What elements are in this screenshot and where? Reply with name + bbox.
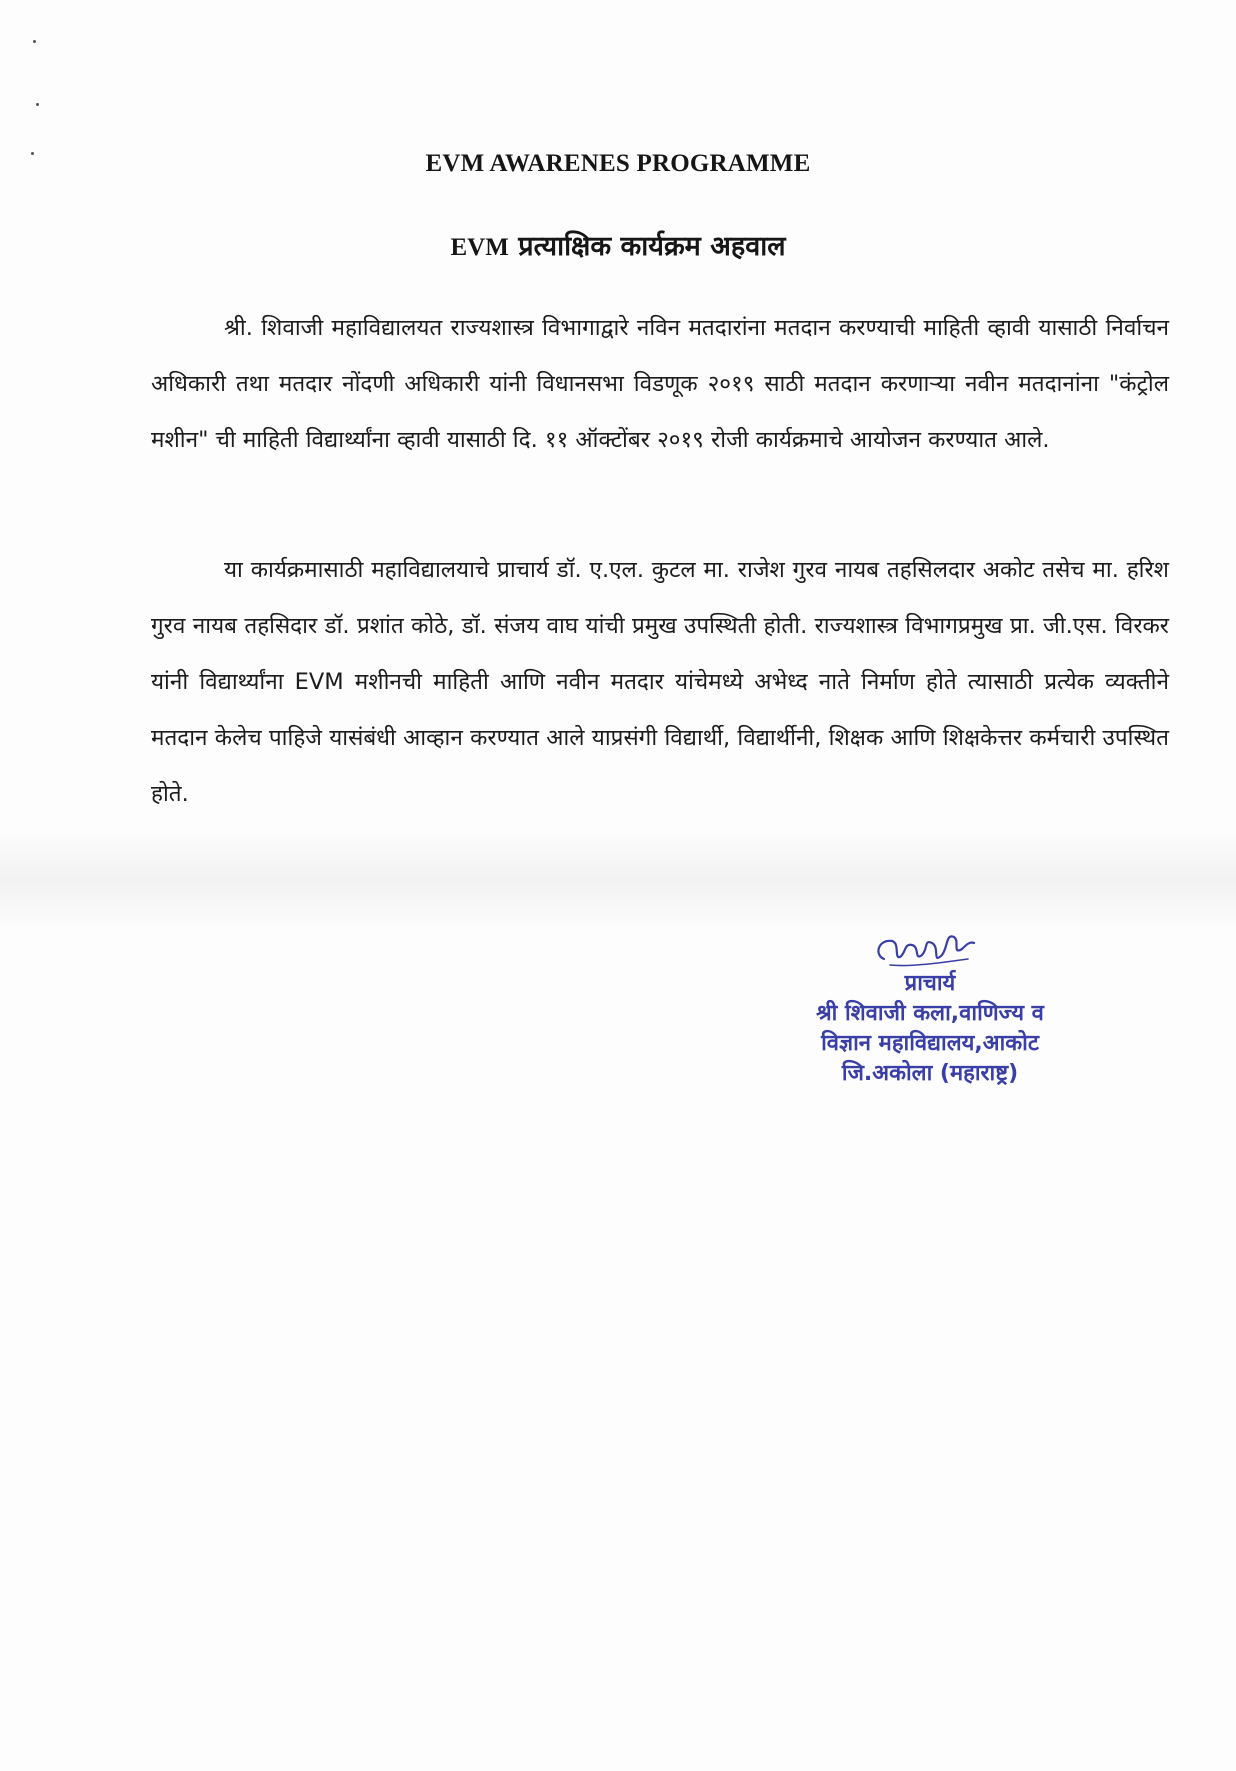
seal-line-1: श्री शिवाजी कला,वाणिज्य व <box>816 1001 1044 1026</box>
subheading-text: प्रत्याक्षिक कार्यक्रम अहवाल <box>518 231 786 262</box>
document-subheading <box>0 226 1236 263</box>
document-heading: EVM AWARENES PROGRAMME <box>425 150 811 177</box>
report-paragraph-1: श्री. शिवाजी महाविद्यालयत राज्यशास्त्र विभागाद्वारे नविन मतदारांना मतदान करण्याची माहिती व्हावी यासाठी निर्वाचन अधिकारी तथा मतदार नोंदणी अधिकारी यांनी विधानसभा विडणूक २०१९ साठी मतदान करणाऱ्या नवीन मतदानांना "कंट्रोल मशीन" ची माहिती विद्यार्थ्यांना व्हावी यासाठी दि. ११ ऑक्टोंबर २०१९ रोजी कार्यक्रमाचे आयोजन करण्यात आले. <box>151 315 1169 453</box>
scan-shadow <box>0 830 1236 930</box>
seal-title: प्राचार्य <box>904 971 956 996</box>
scan-speck <box>33 40 36 43</box>
seal-line-2: विज्ञान महाविद्यालय,आकोट <box>821 1031 1039 1056</box>
subheading-prefix: EVM <box>450 234 509 261</box>
report-paragraph-2: या कार्यक्रमासाठी महाविद्यालयाचे प्राचार्य डॉ. ए.एल. कुटल मा. राजेश गुरव नायब तहसिलदार अकोट तसेच मा. हरिश गुरव नायब तहसिदार डॉ. प्रशांत कोठे, डॉ. संजय वाघ यांची प्रमुख उपस्थिती होती. राज्यशास्त्र विभागप्रमुख प्रा. जी.एस. विरकर यांनी विद्यार्थ्यांना EVM मशीनची माहिती आणि नवीन मतदार यांचेमध्ये अभेध्द नाते निर्माण होते त्यासाठी प्रत्येक व्यक्तीने मतदान केलेच पाहिजे यासंबंधी आव्हान करण्यात आले याप्रसंगी विद्यार्थी, विद्यार्थीनी, शिक्षक आणि शिक्षकेत्तर कर्मचारी उपस्थित होते. <box>151 557 1169 807</box>
principal-seal <box>770 925 1090 1089</box>
seal-line-3: जि.अकोला (महाराष्ट्र) <box>841 1061 1019 1086</box>
scan-speck <box>36 103 39 106</box>
signature-icon <box>870 925 990 975</box>
